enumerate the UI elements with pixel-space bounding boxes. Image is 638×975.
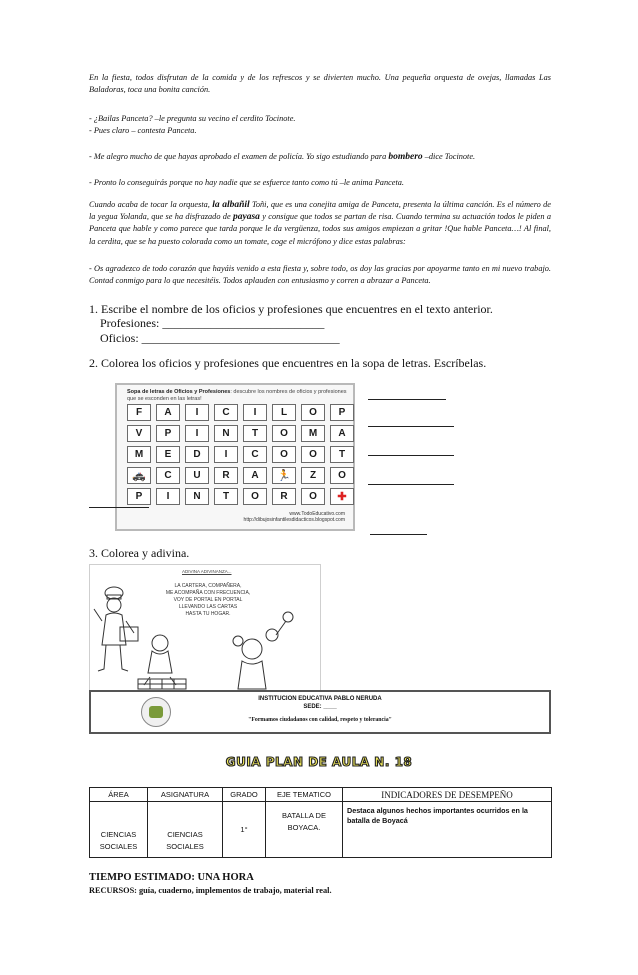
guide-title: GUIA PLAN DE AULA N. 18 xyxy=(225,755,413,769)
institution-sede: SEDE: ____ xyxy=(303,704,337,710)
answer-line-3 xyxy=(368,455,454,456)
word-search-cell: M xyxy=(301,425,325,442)
word-search-cell: O xyxy=(243,488,267,505)
word-search-cell: C xyxy=(243,446,267,463)
word-search-cell: A xyxy=(156,404,180,421)
question-1-profesiones: Profesiones: ___________________________ xyxy=(100,316,325,330)
cell-area-line2: SOCIALES xyxy=(99,842,138,851)
story-p3-after: –dice Tocinote. xyxy=(422,152,476,161)
word-search-cell: O xyxy=(301,404,325,421)
word-search-header-rest: : descubre los nombres de oficios y profesiones que se esconden en las letras! xyxy=(127,389,347,402)
story-paragraph-5 xyxy=(89,199,551,248)
riddle-line: VOY DE PORTAL EN PORTAL xyxy=(173,597,243,603)
resources: RECURSOS: guía, cuaderno, implementos de trabajo, material real. xyxy=(89,886,332,895)
word-search-cell: C xyxy=(156,467,180,484)
cell-area-line1: CIENCIAS xyxy=(100,830,137,839)
highlight-albanil: la albañil xyxy=(212,200,250,210)
word-search-cell: Z xyxy=(301,467,325,484)
word-search-cell: C xyxy=(214,404,238,421)
word-search-cell: 🚓 xyxy=(127,467,151,484)
word-search-grid xyxy=(127,404,354,505)
question-2: 2. Colorea los oficios y profesiones que encuentres en la sopa de letras. Escríbelas. xyxy=(89,356,487,370)
answer-line-6 xyxy=(370,534,427,535)
word-search-header-bold: Sopa de letras de Oficios y Profesiones xyxy=(127,389,231,395)
story-line-2b: - Pues claro – contesta Panceta. xyxy=(89,126,197,136)
answer-line-1 xyxy=(368,399,446,400)
cell-area xyxy=(90,802,148,858)
institution-header xyxy=(89,690,551,734)
word-search-cell: O xyxy=(330,467,354,484)
word-search-cell: A xyxy=(243,467,267,484)
word-search-cell: 🏃 xyxy=(272,467,296,484)
plan-table-row xyxy=(90,802,552,858)
highlight-bombero: bombero xyxy=(388,152,423,162)
word-search-cell: I xyxy=(156,488,180,505)
header-eje: EJE TEMATICO xyxy=(266,788,343,802)
institution-name: INSTITUCION EDUCATIVA PABLO NERUDA xyxy=(258,696,382,702)
estimated-time: TIEMPO ESTIMADO: UNA HORA xyxy=(89,872,254,883)
word-search-cell: R xyxy=(214,467,238,484)
highlight-payasa: payasa xyxy=(232,212,260,223)
word-search-cell: N xyxy=(214,425,238,442)
riddle-title: ADIVINA ADIVINANZA... xyxy=(182,569,232,574)
plan-table-header-row xyxy=(90,788,552,802)
story-p5-a: Cuando acaba de tocar la orquesta, xyxy=(89,200,213,209)
word-search-cell: A xyxy=(330,425,354,442)
story-dialog-1 xyxy=(89,113,551,137)
cell-grado: 1° xyxy=(223,802,266,858)
word-search-cell: O xyxy=(301,446,325,463)
word-search-cell: M xyxy=(127,446,151,463)
plan-table xyxy=(89,787,552,858)
word-search-cell: P xyxy=(127,488,151,505)
riddle-line: ME ACOMPAÑA CON FRECUENCIA, xyxy=(165,590,251,596)
word-search-cell: V xyxy=(127,425,151,442)
word-search-cell: O xyxy=(272,446,296,463)
institution-motto: "Formamos ciudadanos con calidad, respeto y tolerancia" xyxy=(248,717,392,723)
story-paragraph-6: - Os agradezco de todo corazón que hayáis venido a esta fiesta y, sobre todo, os doy las gracias por apoyarme tanto en mi nuevo trabajo. Contad conmigo para lo que necesitéis. Todos aplauden con entusiasmo y corren a abrazar a Panceta. xyxy=(89,264,551,286)
word-search-header xyxy=(127,389,352,402)
story-paragraph-4: - Pronto lo conseguirás porque no hay nadie que se esfuerce tanto como tú –le anima Panceta. xyxy=(89,178,404,187)
word-search-footer-blog: http://dibujosinfantilesdidacticos.blogspot.com xyxy=(243,517,345,523)
story-p3-before: - Me alegro mucho de que hayas aprobado el examen de policía. Yo sigo estudiando para xyxy=(89,152,389,161)
answer-line-2 xyxy=(368,426,454,427)
word-search-cell: T xyxy=(330,446,354,463)
word-search-cell: I xyxy=(185,404,209,421)
riddle-text xyxy=(160,583,256,618)
word-search-cell: ✚ xyxy=(330,488,354,505)
question-3: 3. Colorea y adivina. xyxy=(89,546,190,560)
word-search-cell: P xyxy=(156,425,180,442)
cell-asignatura-line1: CIENCIAS xyxy=(167,830,203,839)
riddle-line: HASTA TU HOGAR. xyxy=(185,611,231,617)
story-paragraph-1: En la fiesta, todos disfrutan de la comida y de los refrescos y se divierten mucho. Una pequeña orquesta de ovejas, llamadas Las Baladoras, toca una bonita canción. xyxy=(89,73,551,95)
answer-line-4 xyxy=(368,484,454,485)
word-search-cell: I xyxy=(214,446,238,463)
word-search-cell: L xyxy=(272,404,296,421)
story-line-2a: - ¿Bailas Panceta? –le pregunta su vecino el cerdito Tocinote. xyxy=(89,114,296,123)
riddle-line: LLEVANDO LAS CARTAS xyxy=(178,604,238,610)
word-search-cell: U xyxy=(185,467,209,484)
riddle-line: LA CARTERA, COMPAÑERA, xyxy=(174,583,242,589)
header-area: ÁREA xyxy=(90,788,148,802)
cell-asignatura-line2: SOCIALES xyxy=(166,842,204,851)
cell-eje xyxy=(266,802,343,858)
word-search-cell: O xyxy=(301,488,325,505)
word-search-cell: I xyxy=(243,404,267,421)
word-search-cell: O xyxy=(272,425,296,442)
word-search-footer-site: www.TodoEducativo.com xyxy=(289,511,345,517)
riddle-illustration xyxy=(89,564,321,700)
question-1-oficios: Oficios: _________________________________ xyxy=(100,331,340,345)
word-search-cell: I xyxy=(185,425,209,442)
header-asignatura: ASIGNATURA xyxy=(148,788,223,802)
header-indicadores: INDICADORES DE DESEMPEÑO xyxy=(343,788,552,802)
word-search-cell: F xyxy=(127,404,151,421)
answer-line-5 xyxy=(89,507,149,508)
word-search-cell: R xyxy=(272,488,296,505)
cell-eje-line1: BATALLA DE xyxy=(282,811,326,820)
word-search-cell: P xyxy=(330,404,354,421)
word-search-cell: T xyxy=(243,425,267,442)
story-p5-c: y consigue que todos se partan de risa. Cuando termina su actuación todos le piden a Panceta que hable y como parece que tarda porque le da vergüenza, todos sus amigos empiezan a gritar !Que hable Panceta…! Al final, la cerdita, que se ha puesto colorada como un tomate, coge el micrófono y dice estas palabras: xyxy=(89,212,551,246)
word-search-cell: N xyxy=(185,488,209,505)
story-p5-b: Toñi, que es una conejita amiga de Panceta, presenta la última canción. Es el número de la yegua Yolanda, que se ha disfrazado de xyxy=(89,200,551,222)
word-search-cell: D xyxy=(185,446,209,463)
word-search-cell: E xyxy=(156,446,180,463)
question-1: 1. Escribe el nombre de los oficios y profesiones que encuentres en el texto anterior. xyxy=(89,302,493,316)
story-paragraph-3 xyxy=(89,151,551,163)
word-search-puzzle xyxy=(115,383,355,531)
cell-asignatura xyxy=(148,802,223,858)
word-search-cell: T xyxy=(214,488,238,505)
header-grado: GRADO xyxy=(223,788,266,802)
cell-indicador: Destaca algunos hechos importantes ocurridos en la batalla de Boyacá xyxy=(343,802,552,858)
cell-eje-line2: BOYACA. xyxy=(287,823,321,832)
word-search-footer xyxy=(244,511,345,523)
